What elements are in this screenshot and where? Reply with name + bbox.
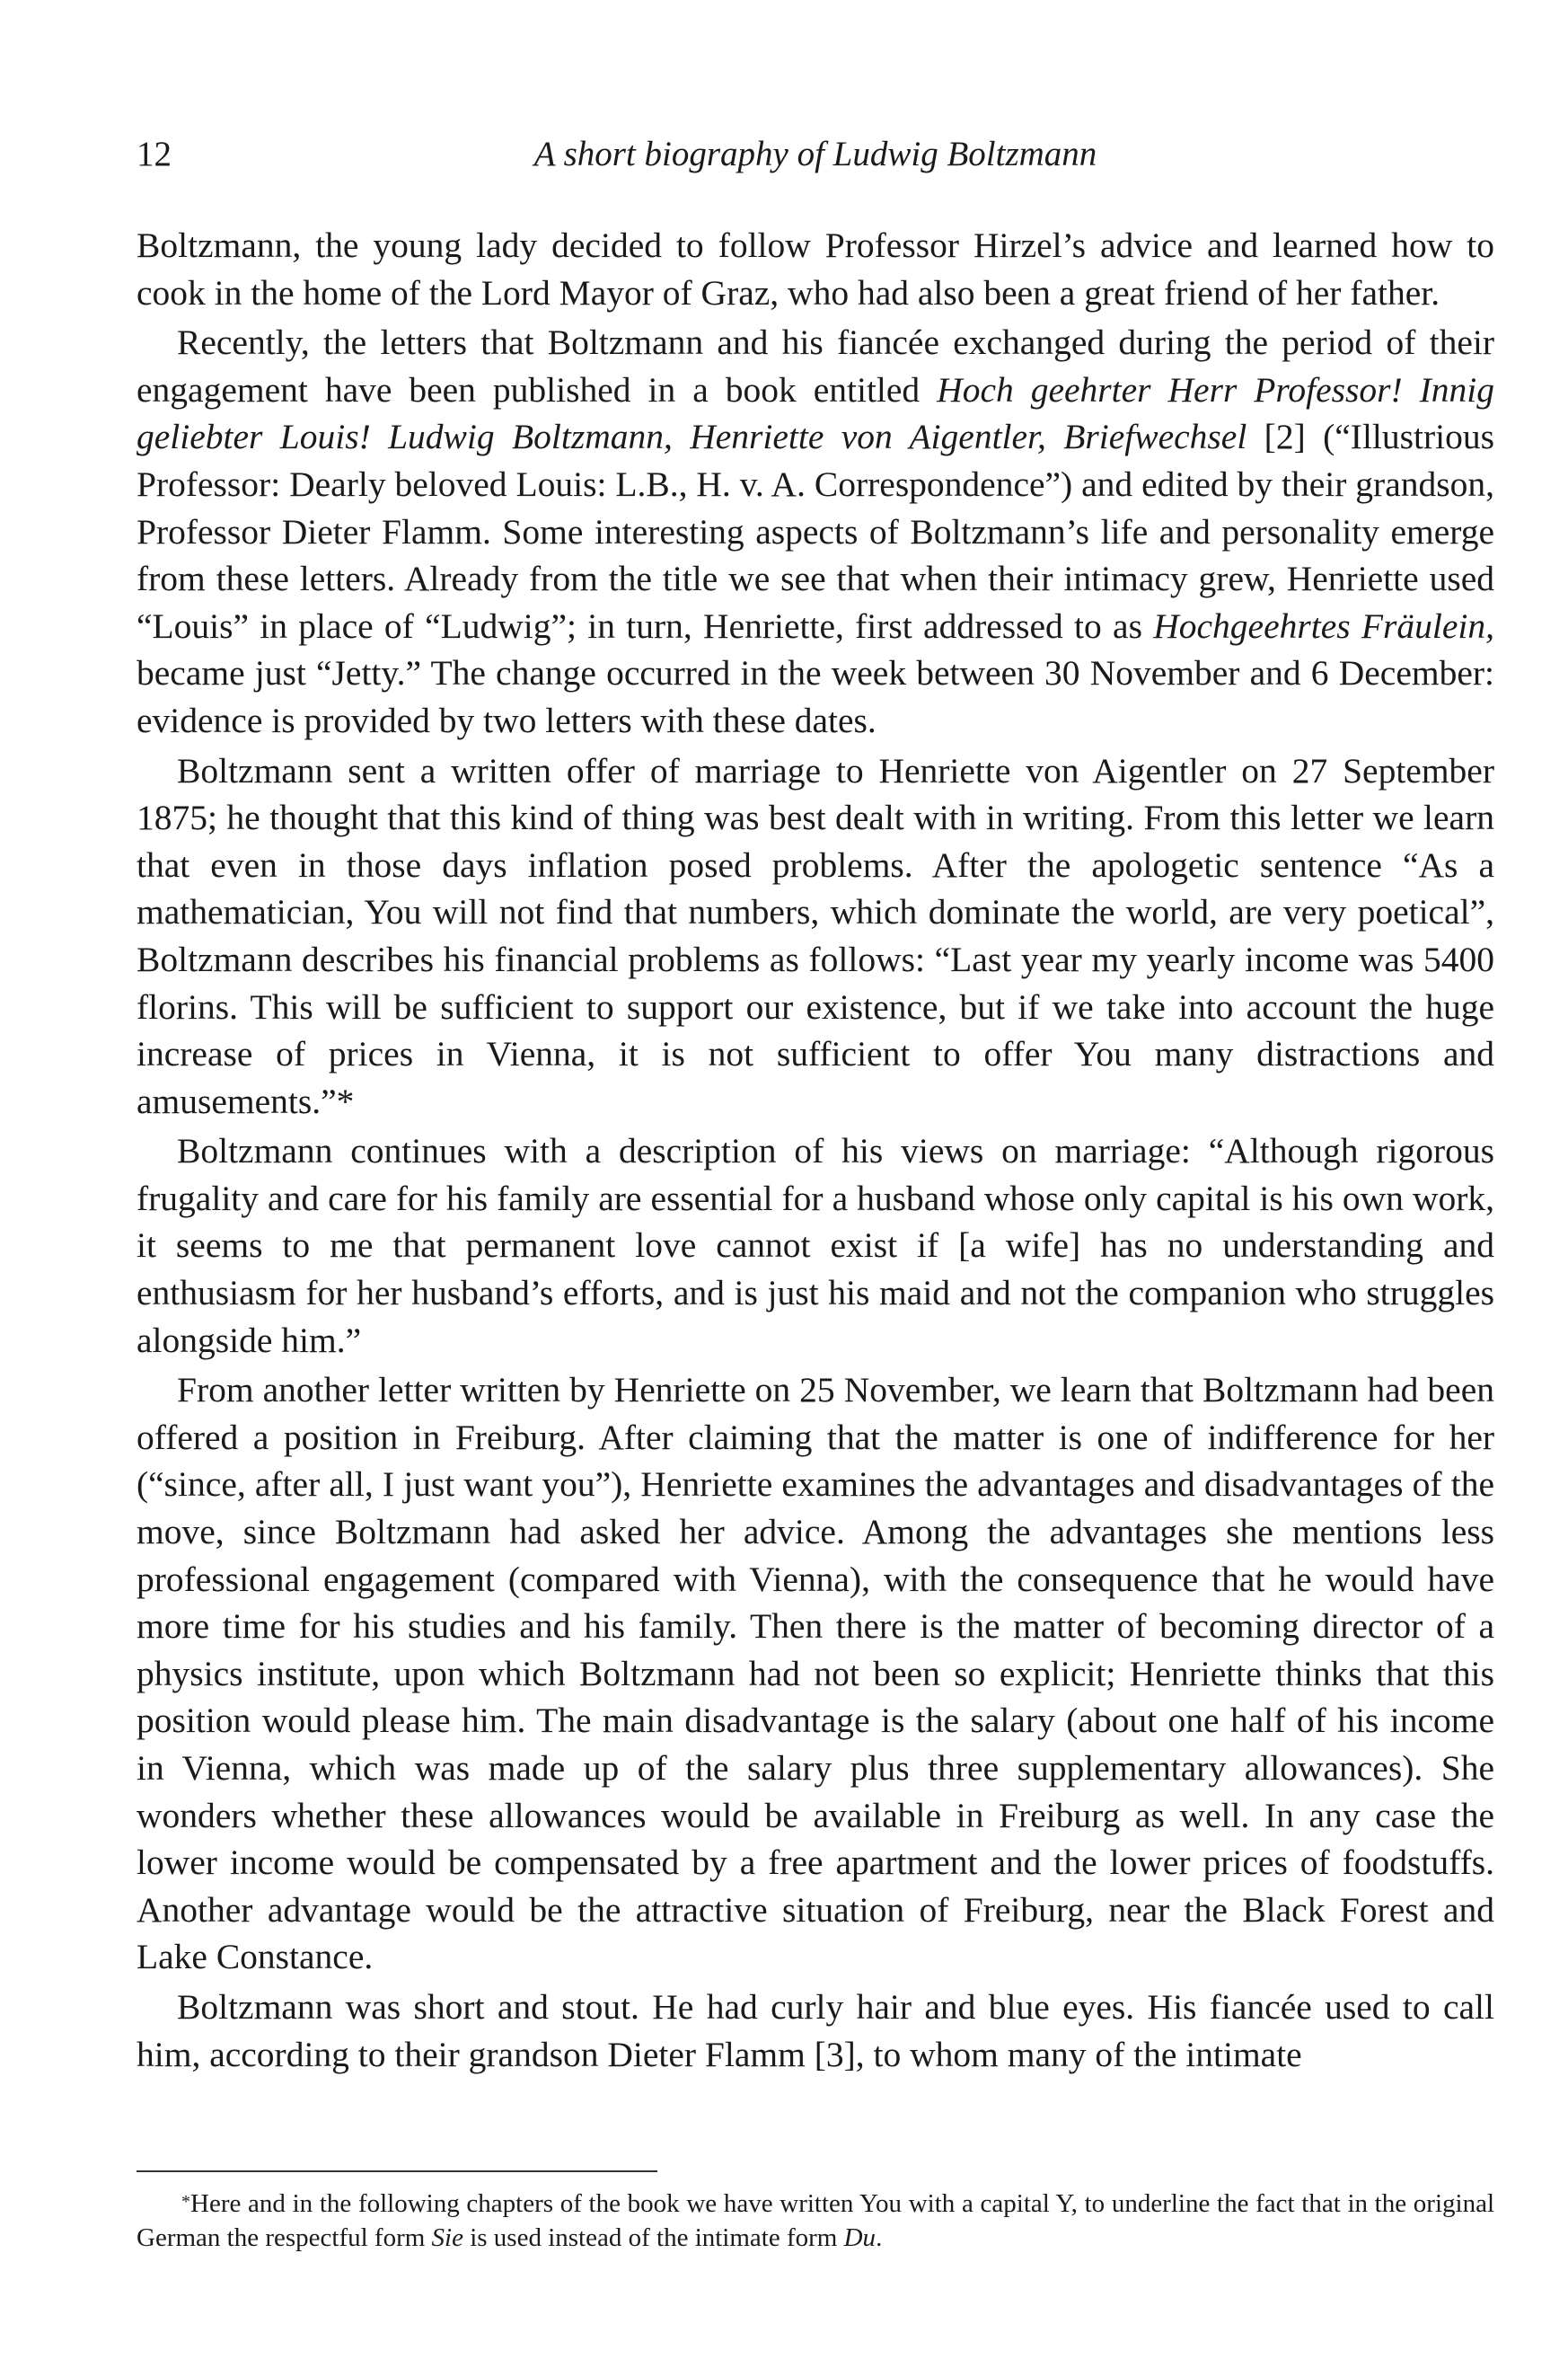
paragraph-6: Boltzmann was short and stout. He had curly hair and blue eyes. His fiancée used to call him, according to their grandson Dieter Flamm [3], to whom many of the intimate xyxy=(137,1986,1494,2074)
running-title: A short biography of Ludwig Boltzmann xyxy=(533,135,1097,173)
running-head xyxy=(137,128,1494,181)
paragraph-1: Boltzmann, the young lady decided to follow Professor Hirzel’s advice and learned how to cook in the home of the Lord Mayor of Graz, who had also been a great friend of her father. xyxy=(137,225,1494,313)
footnote-text-b: is used instead of the intimate form xyxy=(462,2223,844,2252)
salutation-italic: Hochgeehrtes Fräulein, xyxy=(1153,605,1494,646)
footnote-du: Du xyxy=(843,2223,876,2252)
page-number: 12 xyxy=(137,135,172,173)
footnote xyxy=(137,2187,1494,2255)
paragraph-2-text-c: became just “Jetty.” The change occurred in the week between 30 November and 6 December: evidence is provided by two letters with these dates. xyxy=(137,653,1494,740)
paragraph-3: Boltzmann sent a written offer of marriage to Henriette von Aigentler on 27 September 1875; he thought that this kind of thing was best dealt with in writing. From this letter we learn that even in those days inflation posed problems. After the apologetic sentence “As a mathematician, You will not find that numbers, which dominate the world, are very poetical”, Boltzmann describes his financial problems as follows: “Last year my yearly income was 5400 florins. This will be sufficient to support our existence, but if we take into account the huge increase of prices in Vienna, it is not sufficient to offer You many distractions and amusements.”* xyxy=(137,750,1494,1121)
paragraph-4: Boltzmann continues with a description of his views on marriage: “Although rigorous frugality and care for his family are essential for a husband whose only capital is his own work, it seems to me that permanent love cannot exist if [a wife] has no understanding and enthusiasm for her husband’s efforts, and is just his maid and not the companion who struggles alongside him.” xyxy=(137,1131,1494,1360)
book-title: Hoch geehrter Herr Professor! Innig geliebter Louis! Ludwig Boltzmann, Henriette von Aigentler, Briefwechsel xyxy=(137,369,1494,457)
footnote-text-a: Here and in the following chapters of the book we have written You with a capital Y, to underline the fact that in the original German the respectful form xyxy=(137,2189,1494,2252)
paragraph-2-text-b: [2] (“Illustrious Professor: Dearly beloved Louis: L.B., H. v. A. Correspondence”) and edited by their grandson, Professor Dieter Flamm. Some interesting aspects of Boltzmann’s life and personality emerge from these letters. Already from the title we see that when their intimacy grew, Henriette used “Louis” in place of “Ludwig”; in turn, Henriette, first addressed to as xyxy=(137,417,1494,646)
footnote-sie: Sie xyxy=(431,2223,463,2252)
paragraph-2-text-a: Recently, the letters that Boltzmann and his fiancée exchanged during the period of their engagement have been published in a book entitled xyxy=(137,323,1494,410)
footnote-rule xyxy=(137,2170,657,2172)
footnote-text-c: . xyxy=(876,2223,883,2252)
footnote-marker: * xyxy=(181,2192,190,2212)
paragraph-2 xyxy=(137,319,1494,744)
body-text xyxy=(137,222,1494,2078)
paragraph-5: From another letter written by Henriette on 25 November, we learn that Boltzmann had been offered a position in Freiburg. After claiming that the matter is one of indifference for her (“since, after all, I just want you”), Henriette examines the advantages and disadvantages of the move, since Boltzmann had asked her advice. Among the advantages she mentions less professional engagement (compared with Vienna), with the consequence that he would have more time for his studies and his family. Then there is the matter of becoming director of a physics institute, upon which Boltzmann had not been so explicit; Henriette thinks that this position would please him. The main disadvantage is the salary (about one half of his income in Vienna, which was made up of the salary plus three supplementary allowances). She wonders whether these allowances would be available in Freiburg as well. In any case the lower income would be compensated by a free apartment and the lower prices of foodstuffs. Another advantage would be the attractive situation of Freiburg, near the Black Forest and Lake Constance. xyxy=(137,1370,1494,1977)
